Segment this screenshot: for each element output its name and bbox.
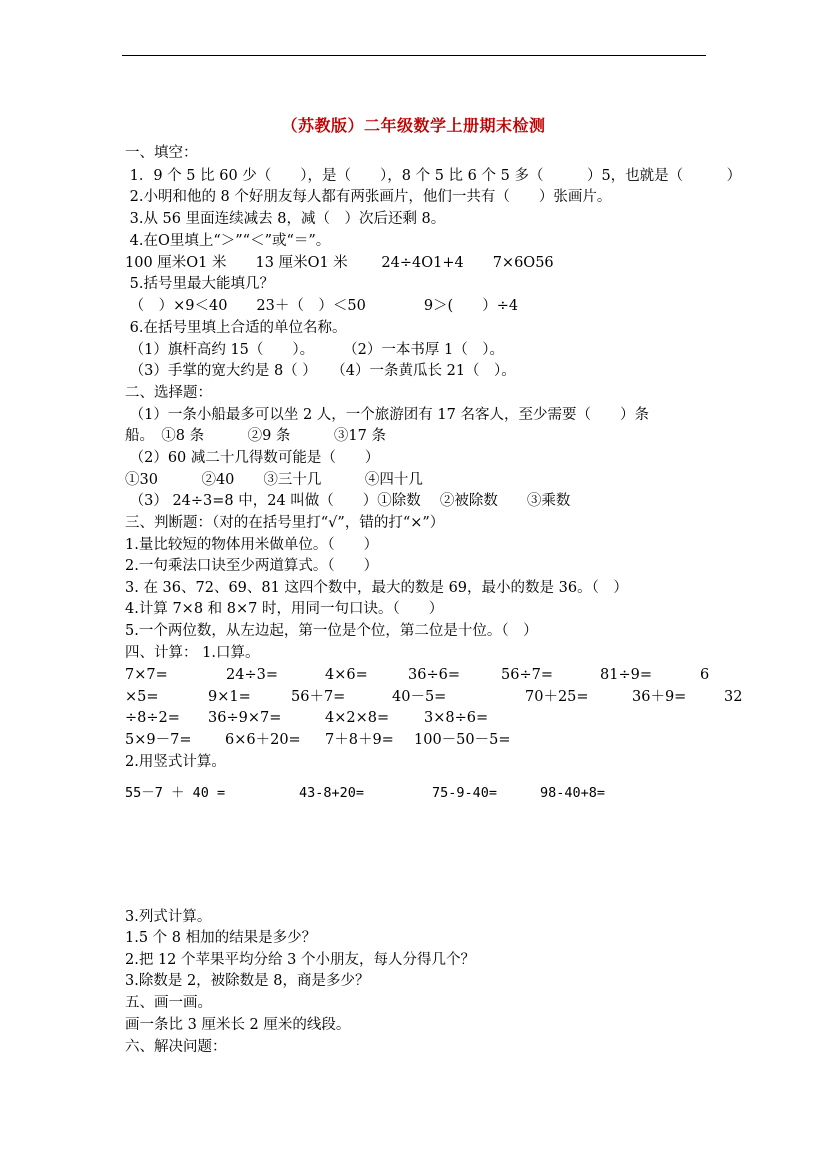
question-3-5: 5.一个两位数，从左边起，第一位是个位，第二位是十位。（ ） — [125, 623, 538, 639]
vertical-item: 75-9-40= — [432, 785, 498, 801]
question-2-2-options: ①30 ②40 ③三十几 ④四十几 — [125, 472, 423, 488]
question-3-3: 3. 在 36、72、69、81 这四个数中，最大的数是 69，最小的数是 36。（ ） — [125, 580, 628, 596]
question-2-1: （1）一条小船最多可以坐 2 人，一个旅游团有 17 名客人，至少需要（ ）条 — [125, 407, 649, 423]
question-1-5-items: （ ）×9＜40 23＋（ ）＜50 9＞( ）÷4 — [125, 298, 519, 314]
section-calculation: 四、计算： 1.口算。 — [125, 645, 260, 661]
question-1-5: 5.括号里最大能填几？ — [125, 276, 274, 292]
oral-item: 40－5= — [392, 689, 447, 705]
oral-item: 4×6= — [325, 667, 368, 683]
oral-item: 56＋7= — [291, 689, 346, 705]
oral-item: 4×2×8= — [325, 710, 390, 726]
section-drawing: 五、画一画。 — [125, 995, 212, 1011]
question-4-3-1: 1.5 个 8 相加的结果是多少？ — [125, 930, 317, 946]
oral-item: 5×9－7= — [125, 732, 192, 748]
oral-item: 36÷9×7= — [208, 710, 282, 726]
oral-item: 6×6＋20= — [225, 732, 301, 748]
question-2-1-options: 船。 ①8 条 ②9 条 ③17 条 — [125, 428, 386, 444]
header-rule — [122, 55, 706, 56]
subsection-written: 3.列式计算。 — [125, 909, 212, 925]
question-3-1: 1.量比较短的物体用米做单位。（ ） — [125, 537, 379, 553]
question-5-1: 画一条比 3 厘米长 2 厘米的线段。 — [125, 1017, 351, 1033]
oral-item: 32 — [724, 689, 743, 705]
question-2-2: （2）60 减二十几得数可能是（ ） — [125, 450, 380, 466]
oral-item: 81÷9= — [600, 667, 652, 683]
oral-item: 36÷6= — [408, 667, 460, 683]
question-1-4: 4.在O里填上“＞”“＜”或“＝”。 — [125, 233, 331, 249]
question-1-4-items: 100 厘米O1 米 13 厘米O1 米 24÷4O1+4 7×6O56 — [125, 255, 554, 271]
vertical-item: 43-8+20= — [299, 785, 365, 801]
question-1-6-items-a: （1）旗杆高约 15（ ）。 （2）一本书厚 1（ ）。 — [125, 342, 504, 358]
section-choice: 二、选择题： — [125, 385, 212, 401]
section-problems: 六、解决问题： — [125, 1039, 227, 1055]
section-true-false: 三、判断题：（对的在括号里打“√”，错的打“×”） — [125, 515, 445, 531]
question-1-1: 1．9 个 5 比 60 少（ ），是（ ），8 个 5 比 6 个 5 多（ ）5，也就是（ ） — [125, 168, 742, 184]
oral-item: ×5= — [125, 689, 159, 705]
oral-item: ÷8÷2= — [125, 710, 180, 726]
oral-item: 9×1= — [208, 689, 251, 705]
question-1-6-items-b: （3）手掌的宽大约是 8（ ） （4）一条黄瓜长 21（ ）。 — [125, 363, 516, 379]
question-1-3: 3.从 56 里面连续减去 8，减（ ）次后还剩 8。 — [125, 211, 446, 227]
oral-item: 24÷3= — [226, 667, 278, 683]
oral-item: 7＋8＋9= — [325, 732, 394, 748]
oral-item: 36＋9= — [632, 689, 687, 705]
question-3-2: 2.一句乘法口诀至少两道算式。（ ） — [125, 558, 379, 574]
oral-item: 70＋25= — [525, 689, 589, 705]
oral-item: 7×7= — [125, 667, 168, 683]
question-2-3: （3） 24÷3=8 中，24 叫做（ ）①除数 ②被除数 ③乘数 — [125, 493, 571, 509]
question-3-4: 4.计算 7×8 和 8×7 时，用同一句口诀。（ ） — [125, 601, 444, 617]
question-1-2: 2.小明和他的 8 个好朋友每人都有两张画片，他们一共有（ ）张画片。 — [125, 189, 612, 205]
question-1-6: 6.在括号里填上合适的单位名称。 — [125, 320, 347, 336]
oral-item: 3×8÷6= — [424, 710, 489, 726]
section-fill-in: 一、填空： — [125, 145, 198, 161]
oral-item: 56÷7= — [501, 667, 553, 683]
question-4-3-3: 3.除数是 2，被除数是 8，商是多少？ — [125, 973, 370, 989]
oral-item: 100－50－5= — [414, 732, 511, 748]
question-4-3-2: 2.把 12 个苹果平均分给 3 个小朋友，每人分得几个？ — [125, 952, 475, 968]
oral-item: 6 — [700, 667, 710, 683]
vertical-item: 98-40+8= — [540, 785, 606, 801]
vertical-item: 55－7 ＋ 40 = — [125, 785, 226, 801]
subsection-vertical: 2.用竖式计算。 — [125, 754, 226, 770]
page-title: （苏教版）二年级数学上册期末检测 — [281, 116, 546, 135]
